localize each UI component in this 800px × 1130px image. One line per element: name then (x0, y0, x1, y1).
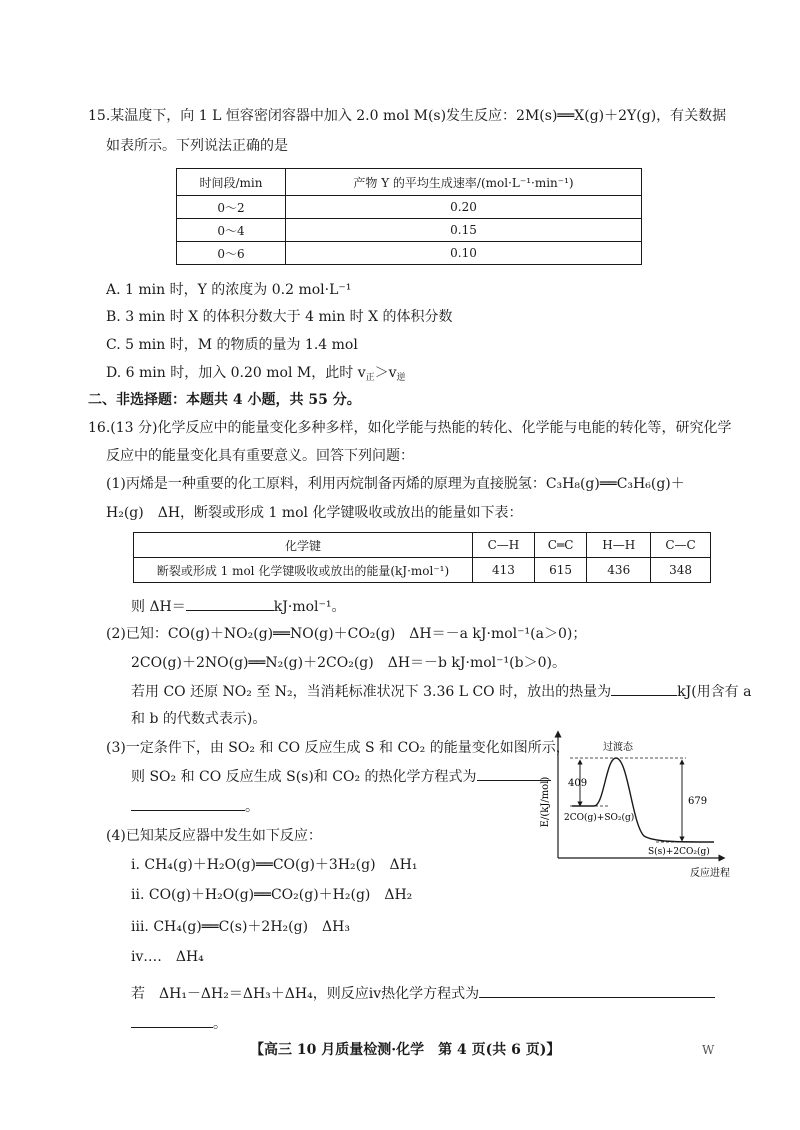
answer-unit: kJ·mol⁻¹。 (273, 599, 346, 615)
q15-rate-table (176, 168, 642, 265)
bond-name: C═C (534, 533, 587, 558)
part4-end: 。 (213, 1016, 227, 1032)
bond-energy: 413 (473, 558, 535, 583)
table-cell-rate: 0.20 (286, 196, 642, 219)
answer-blank (186, 596, 274, 611)
activation-value: 409 (568, 778, 588, 789)
table-row (177, 196, 642, 219)
q16-part2-line2: 2CO(g)＋2NO(g)══N₂(g)＋2CO₂(g) ΔH＝－b kJ·mol⁻¹(b＞0)。 (131, 655, 566, 671)
q16-part4-line1: (4)已知某反应器中发生如下反应： (106, 828, 322, 844)
page-footer: 【高三 10 月质量检测·化学 第 4 页(共 6 页)】 (250, 1042, 561, 1058)
reaction-iv: ⅳ.… ΔH₄ (131, 949, 204, 965)
q16-part3-line1: (3)一定条件下，由 SO₂ 和 CO 反应生成 S 和 CO₂ 的能量变化如图所示， (106, 740, 570, 756)
footer-mark: W (702, 1043, 715, 1057)
reaction-ii: ⅱ. CO(g)＋H₂O(g)══CO₂(g)＋H₂(g) ΔH₂ (131, 887, 413, 903)
table-row (177, 242, 642, 265)
q16-part1-answer (131, 596, 346, 617)
answer-prefix: 则 ΔH＝ (131, 599, 186, 615)
product-label: S(s)+2CO₂(g) (648, 847, 710, 857)
table-cell-time: 0～6 (177, 242, 286, 265)
table-cell-time: 0～2 (177, 196, 286, 219)
x-axis-label: 反应进程 (690, 868, 730, 879)
table-header-rate: 产物 Y 的平均生成速率/(mol·L⁻¹·min⁻¹) (286, 169, 642, 196)
part3-line2-text: 则 SO₂ 和 CO 反应生成 S(s)和 CO₂ 的热化学方程式为 (131, 769, 477, 785)
q16-part1-line2: H₂(g) ΔH，断裂或形成 1 mol 化学键吸收或放出的能量如下表： (106, 505, 523, 521)
bond-energy-table (133, 532, 711, 583)
q16-part1-line1: (1)丙烯是一种重要的化工原料，利用丙烷制备丙烯的原理为直接脱氢：C₃H₈(g)══C₃H₆(g)＋ (106, 476, 685, 492)
bond-energy: 436 (587, 558, 651, 583)
answer-blank (611, 681, 677, 696)
energy-diagram (536, 728, 732, 880)
reactant-label: 2CO(g)+SO₂(g) (564, 813, 635, 823)
delta-value: 679 (688, 796, 708, 807)
bond-energy: 615 (534, 558, 587, 583)
q16-part2-line1: (2)已知：CO(g)＋NO₂(g)══NO(g)＋CO₂(g) ΔH＝－a kJ·mol⁻¹(a＞0)； (106, 626, 587, 642)
q15-option-a: A. 1 min 时，Y 的浓度为 0.2 mol·L⁻¹ (106, 282, 352, 298)
part4-last-pre: 若 ΔH₁－ΔH₂＝ΔH₃＋ΔH₄，则反应ⅳ热化学方程式为 (131, 986, 480, 1002)
table-row (177, 219, 642, 242)
section-title: 二、非选择题：本题共 4 小题，共 55 分。 (88, 392, 361, 408)
part2-line3-pre: 若用 CO 还原 NO₂ 至 N₂，当消耗标准状况下 3.36 L CO 时，放出的热量为 (131, 684, 612, 700)
table-cell-rate: 0.15 (286, 219, 642, 242)
q16-intro-line1: 16.(13 分)化学反应中的能量变化多种多样，如化学能与热能的转化、化学能与电能的转化等，研究化学 (88, 420, 732, 436)
peak-label: 过渡态 (603, 742, 633, 753)
bond-table-label: 化学键 (134, 533, 473, 558)
part2-line3-post: kJ(用含有 a (677, 684, 752, 700)
option-d-gt: ＞v (374, 365, 397, 381)
option-d-sub-reverse: 逆 (396, 373, 406, 383)
answer-blank (131, 796, 245, 811)
q16-part4-end (131, 1013, 227, 1034)
q15-stem-line1: 15.某温度下，向 1 L 恒容密闭容器中加入 2.0 mol M(s)发生反应：2M(s)══X(g)＋2Y(g)，有关数据 (88, 108, 727, 124)
q15-option-c: C. 5 min 时，M 的物质的量为 1.4 mol (106, 337, 358, 353)
table-header-time: 时间段/min (177, 169, 286, 196)
q16-part2-line3 (131, 681, 751, 702)
q15-option-b: B. 3 min 时 X 的体积分数大于 4 min 时 X 的体积分数 (106, 309, 453, 325)
reaction-iii: ⅲ. CH₄(g)══C(s)＋2H₂(g) ΔH₃ (131, 919, 350, 935)
answer-blank (479, 983, 715, 998)
q16-intro-line2: 反应中的能量变化具有重要意义。回答下列问题： (106, 448, 414, 464)
q16-part2-line4: 和 b 的代数式表示)。 (131, 711, 267, 727)
y-axis-label: E/(kJ/mol) (540, 776, 551, 828)
option-d-text: D. 6 min 时，加入 0.20 mol M，此时 v (106, 365, 366, 381)
table-cell-time: 0～4 (177, 219, 286, 242)
q15-option-d (106, 363, 406, 388)
part3-end: 。 (245, 799, 259, 815)
q16-part4-last (131, 983, 715, 1004)
q15-stem-line2: 如表所示。下列说法正确的是 (106, 138, 288, 154)
bond-name: C—C (651, 533, 711, 558)
answer-blank (131, 1013, 213, 1028)
table-cell-rate: 0.10 (286, 242, 642, 265)
bond-energy-label: 断裂或形成 1 mol 化学键吸收或放出的能量(kJ·mol⁻¹) (134, 558, 473, 583)
bond-energy: 348 (651, 558, 711, 583)
reaction-i: ⅰ. CH₄(g)＋H₂O(g)══CO(g)＋3H₂(g) ΔH₁ (131, 857, 418, 873)
option-d-sub-forward: 正 (365, 373, 375, 383)
bond-name: H—H (587, 533, 651, 558)
q16-part3-line2 (131, 766, 551, 787)
bond-name: C—H (473, 533, 535, 558)
q16-part3-line3 (131, 796, 259, 817)
